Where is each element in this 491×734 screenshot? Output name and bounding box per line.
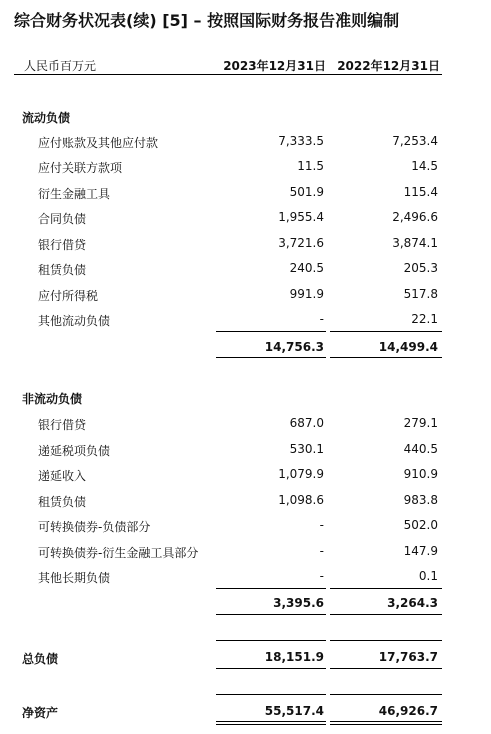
table-row (0, 206, 491, 228)
row-label: 租赁负债 (38, 495, 87, 509)
total-rule-2022 (330, 640, 442, 641)
value-2022: 983.8 (403, 493, 438, 507)
subtotal-2022: 3,264.3 (387, 596, 438, 610)
total-liabilities-2022: 17,763.7 (378, 650, 438, 664)
total-underline-2023 (216, 668, 326, 669)
value-2023: 1,098.6 (278, 493, 324, 507)
row-label: 其他长期负债 (38, 571, 111, 585)
table-row (0, 181, 491, 203)
column-header-2022: 2022年12月31日 (337, 59, 440, 73)
row-label: 其他流动负债 (38, 314, 111, 328)
section-heading-current-liabilities: 流动负债 (22, 111, 71, 125)
value-2023: 501.9 (289, 185, 324, 199)
value-2022: 7,253.4 (392, 134, 438, 148)
subtotal-rule-2022 (330, 588, 442, 589)
value-2023: - (319, 518, 324, 532)
double-underline-2022 (330, 721, 442, 722)
subtotal-2023: 3,395.6 (273, 596, 324, 610)
net-assets-rule-2023 (216, 694, 326, 695)
value-2022: 147.9 (403, 544, 438, 558)
double-underline-2023 (216, 721, 326, 722)
value-2022: 0.1 (418, 569, 438, 583)
table-row (0, 565, 491, 587)
row-label: 租赁负债 (38, 263, 87, 277)
table-row (0, 514, 491, 536)
total-rule-2023 (216, 640, 326, 641)
table-row (0, 489, 491, 511)
subtotal-underline-2023 (216, 357, 326, 358)
unit-label: 人民币百万元 (24, 59, 97, 73)
table-row (0, 232, 491, 254)
section-heading-noncurrent-liabilities: 非流动负债 (22, 392, 83, 406)
value-2022: 502.0 (403, 518, 438, 532)
net-assets-label: 净资产 (22, 706, 59, 720)
net-assets-2022: 46,926.7 (378, 704, 438, 718)
double-underline-2023-second (216, 724, 326, 725)
row-label: 递延收入 (38, 469, 87, 483)
value-2022: 205.3 (403, 261, 438, 275)
table-row (0, 155, 491, 177)
table-row (0, 463, 491, 485)
row-label: 应付所得税 (38, 289, 99, 303)
value-2023: 991.9 (289, 287, 324, 301)
value-2022: 910.9 (403, 467, 438, 481)
subtotal-2022: 14,499.4 (378, 340, 438, 354)
subtotal-underline-2022 (330, 614, 442, 615)
net-assets-row (0, 700, 491, 722)
table-row (0, 412, 491, 434)
value-2023: 1,079.9 (278, 467, 324, 481)
net-assets-2023: 55,517.4 (264, 704, 324, 718)
page-title: 综合财务状况表(续) [5] – 按照国际财务报告准则编制 (14, 11, 400, 30)
value-2023: - (319, 569, 324, 583)
header-underline (14, 74, 442, 75)
subtotal-rule-2022 (330, 331, 442, 332)
row-label: 应付关联方款项 (38, 161, 123, 175)
double-underline-2022-second (330, 724, 442, 725)
value-2022: 14.5 (411, 159, 438, 173)
column-header-2023: 2023年12月31日 (223, 59, 326, 73)
total-liabilities-label: 总负债 (22, 652, 59, 666)
row-label: 银行借贷 (38, 238, 87, 252)
table-row (0, 257, 491, 279)
row-label: 银行借贷 (38, 418, 87, 432)
row-label: 衍生金融工具 (38, 187, 111, 201)
value-2022: 2,496.6 (392, 210, 438, 224)
table-row (0, 438, 491, 460)
row-label: 合同负债 (38, 212, 87, 226)
net-assets-rule-2022 (330, 694, 442, 695)
subtotal-rule-2023 (216, 588, 326, 589)
value-2022: 115.4 (403, 185, 438, 199)
value-2023: 240.5 (289, 261, 324, 275)
subtotal-underline-2022 (330, 357, 442, 358)
table-row (0, 540, 491, 562)
row-label: 递延税项负债 (38, 444, 111, 458)
table-row (0, 283, 491, 305)
row-label: 可转换债券-衍生金融工具部分 (38, 546, 199, 560)
table-row (0, 308, 491, 330)
subtotal-underline-2023 (216, 614, 326, 615)
subtotal-rule-2023 (216, 331, 326, 332)
table-row (0, 130, 491, 152)
value-2023: - (319, 544, 324, 558)
value-2022: 517.8 (403, 287, 438, 301)
value-2023: 530.1 (289, 442, 324, 456)
row-label: 应付账款及其他应付款 (38, 136, 159, 150)
total-underline-2022 (330, 668, 442, 669)
value-2023: 11.5 (297, 159, 324, 173)
value-2023: 1,955.4 (278, 210, 324, 224)
value-2022: 22.1 (411, 312, 438, 326)
value-2022: 3,874.1 (392, 236, 438, 250)
total-liabilities-row (0, 646, 491, 668)
value-2023: 687.0 (289, 416, 324, 430)
subtotal-row-noncurrent (0, 592, 491, 614)
value-2023: - (319, 312, 324, 326)
total-liabilities-2023: 18,151.9 (264, 650, 324, 664)
value-2023: 3,721.6 (278, 236, 324, 250)
subtotal-row-current (0, 336, 491, 358)
value-2022: 279.1 (403, 416, 438, 430)
value-2023: 7,333.5 (278, 134, 324, 148)
row-label: 可转换债券-负债部分 (38, 520, 151, 534)
subtotal-2023: 14,756.3 (264, 340, 324, 354)
value-2022: 440.5 (403, 442, 438, 456)
